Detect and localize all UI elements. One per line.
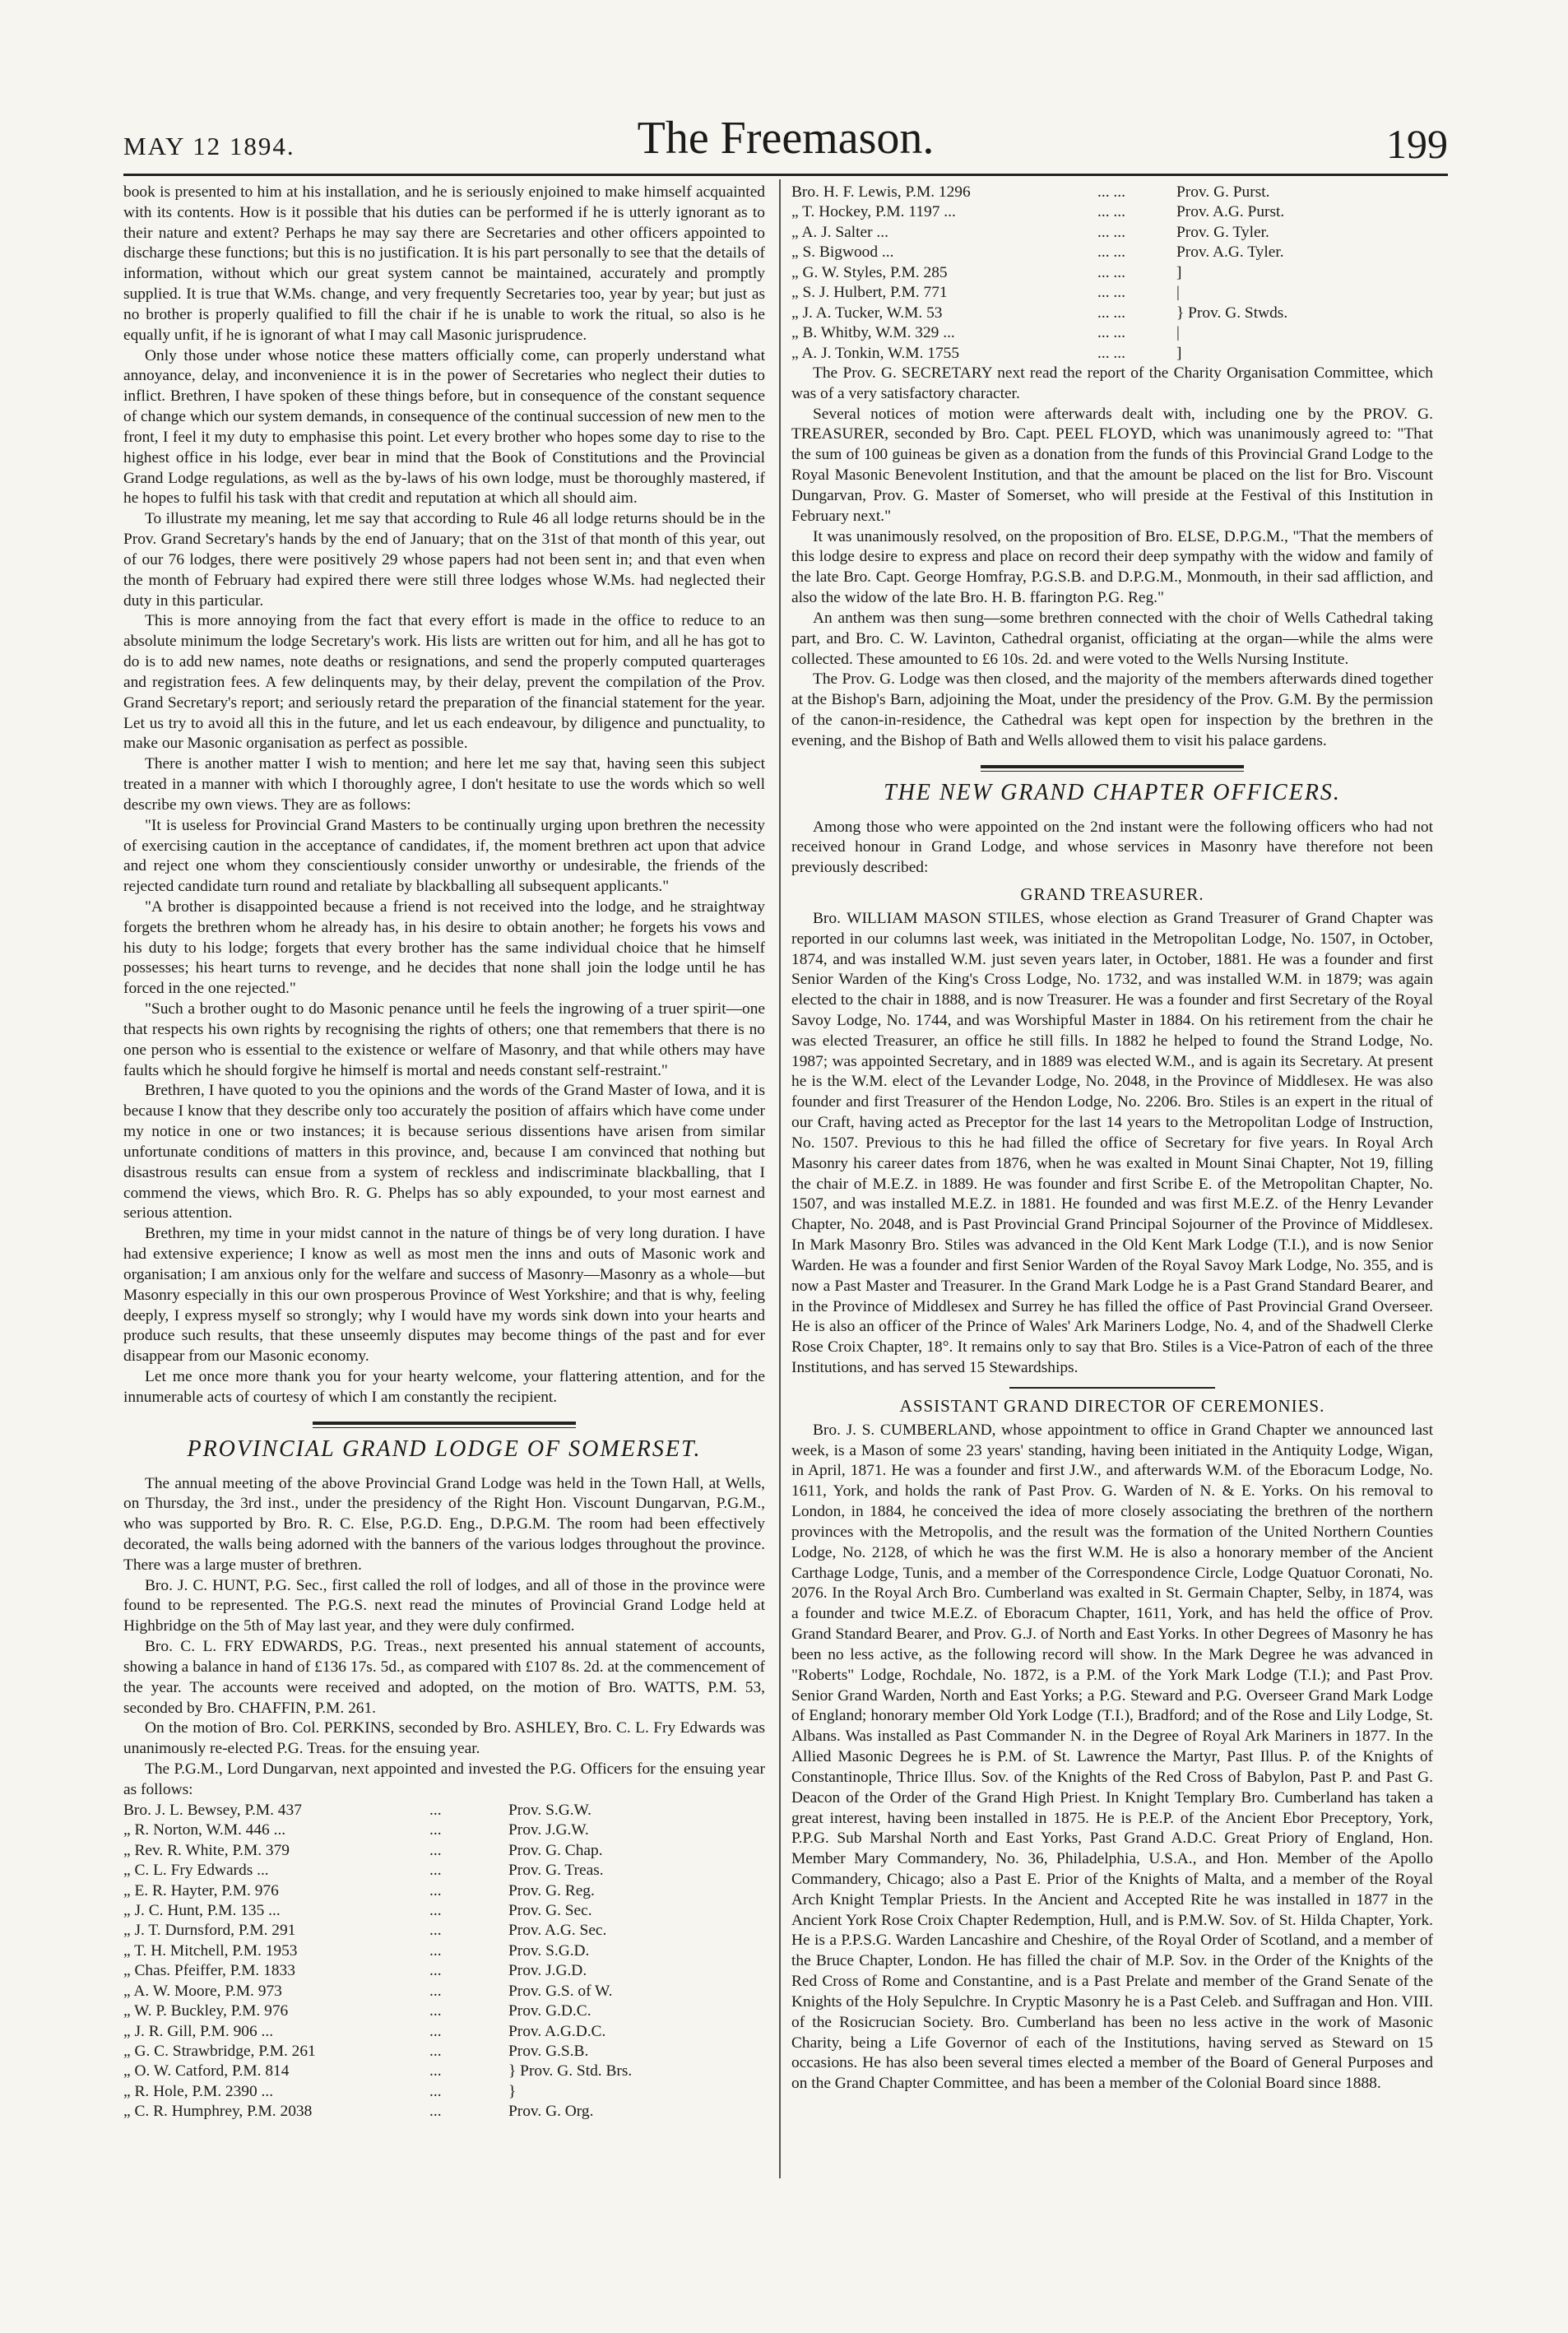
article-paragraph: Among those who were appointed on the 2nd instant were the following officers who had not received honour in Grand Lodge, and whose services in Masonry have therefore not been previously described:	[791, 818, 1433, 877]
article-paragraph: To illustrate my meaning, let me say that according to Rule 46 all lodge returns should be in the Prov. Grand Secretary's hands by the end of January; that on the 31st of that month of this year, out of our 76 lodges, there were positively 29 whose papers had not been sent in; and that even when the month of February had expired there were still three lodges whose W.Ms. had neglected their duty in this particular.	[123, 510, 765, 610]
officer-name: „ J. T. Durnsford, P.M. 291	[123, 1922, 296, 1940]
officer-row	[791, 344, 1423, 364]
section-rule	[981, 765, 1244, 768]
officer-office: Prov. G. Sec.	[508, 1901, 592, 1919]
officer-row	[791, 223, 1423, 243]
officer-name: „ E. R. Hayter, P.M. 976	[123, 1881, 279, 1899]
officer-office: Prov. A.G. Sec.	[508, 1922, 607, 1940]
quote-paragraph: "It is useless for Provincial Grand Masters to be continually urging upon brethren the necessity of exercising caution in the acceptance of candidates, if, the moment brethren act upon that advice and reject one whom they conscientiously consider unworthy or undesirable, the friends of the rejected candidate turn round and retaliate by blackballing all subsequent applicants."	[123, 816, 765, 896]
column-divider	[779, 179, 781, 2178]
officer-name: „ W. P. Buckley, P.M. 976	[123, 2002, 289, 2020]
article-paragraph: The P.G.M., Lord Dungarvan, next appointed and invested the P.G. Officers for the ensuing year as follows:	[123, 1760, 765, 1798]
officer-office: Prov. G. Tyler.	[1176, 223, 1269, 241]
officer-name: „ R. Hole, P.M. 2390 ...	[123, 2082, 274, 2100]
officer-row	[123, 1921, 755, 1941]
leader-dots: ... ...	[1097, 284, 1125, 302]
grand-treasurer-heading: GRAND TREASURER.	[1020, 884, 1204, 904]
leader-dots: ...	[429, 1962, 442, 1980]
officer-row	[123, 2022, 755, 2042]
officer-row	[123, 2042, 755, 2062]
officer-office: Prov. A.G.D.C.	[508, 2022, 606, 2040]
officers-table-left	[123, 1801, 755, 2122]
article-paragraph: The annual meeting of the above Provincial Grand Lodge was held in the Town Hall, at Wells, on Thursday, the 3rd inst., under the presidency of the Right Hon. Viscount Dungarvan, P.G.M., who was supported by Bro. R. C. Else, P.G.D. Eng., D.P.G.M. The room had been effectively decorated, the walls being adorned with the banners of the various lodges throughout the province. There was a large muster of brethren.	[123, 1474, 765, 1574]
article-paragraph: Bro. C. L. FRY EDWARDS, P.G. Treas., next presented his annual statement of accounts, showing a balance in hand of £136 17s. 5d., as compared with £107 8s. 2d. at the commencement of the year. The accounts were received and adopted, on the motion of Bro. WATTS, P.M. 53, seconded by Bro. CHAFFIN, P.M. 261.	[123, 1638, 765, 1717]
officer-name: „ A. W. Moore, P.M. 973	[123, 1982, 282, 2000]
officer-row	[123, 1941, 755, 1961]
article-paragraph: It was unanimously resolved, on the proposition of Bro. ELSE, D.P.G.M., "That the members of this lodge desire to express and place on record their deep sympathy with the widow and family of the late Bro. Capt. George Homfray, P.G.S.B. and D.P.G.M., Monmouth, in their sad affliction, and also the widow of the late Bro. H. B. ffarington P.G. Reg."	[791, 527, 1433, 607]
page-number: 199	[1386, 121, 1448, 167]
article-paragraph: Bro. J. S. CUMBERLAND, whose appointment to office in Grand Chapter we announced last week, is a Mason of some 23 years' standing, having been initiated in the Antiquity Lodge, Wigan, in April, 1871. He was a founder and first J.W., and afterwards W.M. of the Eboracum Lodge, No. 1611, York, and holds the rank of Past Prov. G. Warden of N. & E. Yorks. On his removal to London, in 1884, he conceived the idea of more closely associating the brethren of the northern provinces with the Metropolis, and the result was the formation of the United Northern Counties Lodge, No. 2128, of which he was the first W.M. He is also a honorary member of the Ancient Carthage Lodge, Tunis, and a member of the Correspondence Circle, Lodge Quatuor Coronati, No. 2076. In the Royal Arch Bro. Cumberland was exalted in St. Germain Chapter, Selby, in 1874, was a founder and twice M.E.Z. of Eboracum Chapter, 1611, York, and has held the office of Prov. Grand Standard Bearer, and Prov. G.J. of North and East Yorks. In other Degrees of Masonry he has been no less active, as the following record will show. In the Mark Degree he was advanced in "Roberts" Lodge, Rochdale, No. 1872, is a P.M. of the York Mark Lodge (T.I.); and Past Prov. Senior Grand Warden, North and East Yorks; a P.G. Steward and P.G. Overseer Grand Mark Lodge of England; honorary member Old York Lodge (T.I.), Bradford; and of the Rose and Lily Lodge, St. Albans. Was installed as Past Commander N. in the Degree of Royal Ark Mariners in 1877. In the Allied Masonic Degrees he is P.M. of St. Lawrence the Martyr, Past Illus. P. of the Knights of Constantinople, Thrice Illus. Sov. of the Knights of the Red Cross of Babylon, Past P. and Past G. Deacon of the Order of the Grand High Priest. In Knight Templary Bro. Cumberland has taken a great interest, having been installed in 1875. He is P.E.P. of the Ancient Ebor Preceptory, York, P.P.G. Sub Marshal North and East Yorks, Past Grand A.D.C. Great Priory of England, Hon. Member Mary Commandery, No. 36, Philadelphia, U.S.A., and Hon. Member of the Apollo Commandery, Chicago; also a Past E. Prior of the Knights of Malta, and a member of the Royal Arch Knight Templar Priests. In the Ancient and Accepted Rite he was installed in 1877 in the Ancient York Rose Croix Chapter Redemption, Hull, and is P.M.W. Sov. of St. Hilda Chapter, York. He is a P.P.S.G. Warden Lancashire and Cheshire, of the Royal Order of Scotland, and a member of the Bruce Chapter, London. He has filled the chair of M.P. Sov. in the Order of the Knights of the Red Cross of Rome and Constantine, and is a Past Prelate and member of the Grand Senate of the Knights of the Holy Sepulchre. In Cryptic Masonry he is a Past Celeb. and Suffragan and Hon. VIII. of the Rosicrucian Society. Bro. Cumberland has been no less active in the work of Masonic Charity, being a Life Governor of each of the Institutions, having served as Steward on 15 occasions. He has also been several times elected a member of the Board of General Purposes and on the Grand Chapter Committee, and has been a member of the Colonial Board since 1888.	[791, 1421, 1433, 2093]
officer-name: „ R. Norton, W.M. 446 ...	[123, 1821, 286, 1839]
officer-row	[791, 283, 1423, 303]
article-paragraph: Let me once more thank you for your hearty welcome, your flattering attention, and for the innumerable acts of courtesy of which I am constantly the recipient.	[123, 1368, 765, 1406]
officer-name: „ G. C. Strawbridge, P.M. 261	[123, 2043, 316, 2061]
leader-dots: ... ...	[1097, 244, 1125, 262]
officer-office: Prov. G. Reg.	[508, 1881, 595, 1899]
leader-dots: ...	[429, 1801, 442, 1819]
officer-office: ]	[1176, 344, 1182, 362]
officer-row	[791, 183, 1423, 202]
officer-row	[791, 304, 1423, 323]
article-paragraph: On the motion of Bro. Col. PERKINS, seconded by Bro. ASHLEY, Bro. C. L. Fry Edwards was unanimously re-elected P.G. Treas. for the ensuing year.	[123, 1719, 765, 1758]
officer-office: Prov. J.G.D.	[508, 1962, 587, 1980]
right-column	[791, 183, 1433, 2094]
officer-name: „ A. J. Salter ...	[791, 223, 888, 241]
officer-name: „ J. C. Hunt, P.M. 135 ...	[123, 1901, 281, 1919]
officer-row	[123, 1861, 755, 1881]
leader-dots: ...	[429, 2103, 442, 2121]
officer-name: „ S. J. Hulbert, P.M. 771	[791, 284, 948, 302]
article-paragraph: An anthem was then sung—some brethren connected with the choir of Wells Cathedral taking part, and Bro. C. W. Lavinton, Cathedral organist, officiating at the organ—while the alms were collected. These amounted to £6 10s. 2d. and were voted to the Wells Nursing Institute.	[791, 609, 1433, 668]
leader-dots: ... ...	[1097, 344, 1125, 362]
article-paragraph: Bro. WILLIAM MASON STILES, whose election as Grand Treasurer of Grand Chapter was reported in our columns last week, was initiated in the Metropolitan Lodge, No. 1507, in October, 1874, and was installed W.M. just seven years later, in October, 1881. He was a founder and first Senior Warden of the King's Cross Lodge, No. 1732, and was installed W.M. in 1879; was again elected to the chair in 1888, and is now Treasurer. He was a founder and first Secretary of the Royal Savoy Lodge, No. 1744, and was Worshipful Master in 1884. On his retirement from the chair he was elected Treasurer, an office he still fills. In 1882 he helped to found the Strand Lodge, No. 1987; was appointed Secretary, and in 1889 was elected W.M., and is again its Secretary. At present he is the W.M. elect of the Levander Lodge, No. 2048, in the Province of Middlesex. He was also founder and first Treasurer of the Hendon Lodge, No. 2206. Bro. Stiles is an expert in the ritual of our Craft, having acted as Preceptor for the last 14 years to the Metropolitan Lodge of Instruction, No. 1507. Previous to this he had filled the office of Secretary for five years. In Royal Arch Masonry his career dates from 1876, when he was exalted in Mount Sinai Chapter, Not 19, filling the chair of M.E.Z. in 1889. He was founder and first Scribe E. of the Metropolitan Chapter, No. 1507, and was installed M.E.Z. in 1881. He founded and was first M.E.Z. of the Henry Levander Chapter, No. 2048, and is Past Provincial Grand Principal Sojourner of the Province of Middlesex. In Mark Masonry Bro. Stiles was advanced in the Old Kent Mark Lodge (T.I.), and is now Senior Warden. He was a founder and first Senior Warden of the Royal Savoy Mark Lodge, No. 355, and is now a Past Master and Treasurer. In the Grand Mark Lodge he is a Past Grand Standard Bearer, and in the Province of Middlesex and Surrey he has filled the office of Past Provincial Grand Overseer. He is also an officer of the Prince of Wales' Ark Mariners Lodge, No. 4, and of the Shadwell Clerke Rose Croix Chapter, 18°. It remains only to say that Bro. Stiles is a Vice-Patron of each of the three Institutions, and has served 15 Stewardships.	[791, 909, 1433, 1377]
officer-row	[123, 2001, 755, 2021]
officer-name: „ C. L. Fry Edwards ...	[123, 1862, 269, 1880]
officer-office: Prov. G. Treas.	[508, 1862, 604, 1880]
section-rule	[313, 1422, 576, 1425]
leader-dots: ... ...	[1097, 223, 1125, 241]
officer-name: „ C. R. Humphrey, P.M. 2038	[123, 2103, 313, 2121]
article-paragraph: Several notices of motion were afterwards dealt with, including one by the PROV. G. TREASURER, seconded by Bro. Capt. PEEL FLOYD, which was unanimously agreed to: "That the sum of 100 guineas be given as a donation from the funds of this Provincial Grand Lodge to the Royal Masonic Benevolent Institution, and that the amount be placed on the list for Bro. Viscount Dungarvan, Prov. G. Master of Somerset, who will preside at the Festival of this Institution in February next."	[791, 405, 1433, 525]
officer-name: Bro. J. L. Bewsey, P.M. 437	[123, 1801, 302, 1819]
leader-dots: ...	[429, 1841, 442, 1859]
officer-office: Prov. G. Org.	[508, 2103, 594, 2121]
officer-office: Prov. G. Chap.	[508, 1841, 603, 1859]
leader-dots: ...	[429, 1941, 442, 1960]
officer-row	[791, 202, 1423, 222]
leader-dots: ... ...	[1097, 263, 1125, 281]
leader-dots: ... ...	[1097, 304, 1125, 322]
officer-name: „ J. A. Tucker, W.M. 53	[791, 304, 943, 322]
officer-office: Prov. G.S.B.	[508, 2043, 589, 2061]
leader-dots: ...	[429, 1901, 442, 1919]
article-paragraph: Brethren, my time in your midst cannot in the nature of things be of very long duration. I have had extensive experience; I know as well as most men the inns and outs of Masonic work and organisation; I am anxious only for the welfare and success of Masonry—Masonry as a whole—but Masonry especially in this our own prosperous Province of West Yorkshire; and that is why, feeling deeply, I express myself so strongly; why I would have my words sink down into your hearts and produce such results, that these unseemly disputes may become things of the past and for ever disappear from our Masonic economy.	[123, 1225, 765, 1366]
officer-office: } Prov. G. Std. Brs.	[508, 2062, 633, 2080]
officers-table-right	[791, 183, 1423, 364]
leader-dots: ...	[429, 2002, 442, 2020]
leader-dots: ...	[429, 1881, 442, 1899]
header-rule	[123, 174, 1448, 176]
officer-row	[123, 2102, 755, 2122]
officer-name: „ Rev. R. White, P.M. 379	[123, 1841, 290, 1859]
officer-office: Prov. G.S. of W.	[508, 1982, 613, 2000]
leader-dots: ... ...	[1097, 324, 1125, 342]
leader-dots: ...	[429, 2062, 442, 2080]
leader-dots: ...	[429, 1821, 442, 1839]
quote-paragraph: "Such a brother ought to do Masonic penance until he feels the ingrowing of a truer spirit—one that respects his own rights by recognising the rights of others; one that remembers that there is no one person who is essential to the existence or welfare of Masonry, and that while others may have faults which he should forgive he himself is mortal and needs constant self-restraint."	[123, 1000, 765, 1079]
article-paragraph: book is presented to him at his installation, and he is seriously enjoined to make himself acquainted with its contents. How is it possible that his duties can be performed if he is utterly ignorant as to their nature and extent? Perhaps he may say there are Secretaries and other officers appointed to discharge these functions; but this is no justification. It is his part personally to see that the details of information, without which our great system cannot be maintained, accurately and promptly supplied. It is true that W.Ms. change, and very frequently Secretaries too, year by year; but just as no brother is properly qualified to fill the chair if he is unable to work the ritual, so also is he equally unfit, if he is ignorant of what I may call Masonic jurisprudence.	[123, 183, 765, 344]
officer-row	[791, 243, 1423, 262]
officer-row	[123, 2082, 755, 2102]
officer-name: „ G. W. Styles, P.M. 285	[791, 263, 948, 281]
officer-office: Prov. S.G.W.	[508, 1801, 591, 1819]
section-rule	[981, 771, 1244, 772]
officer-office: Prov. A.G. Purst.	[1176, 203, 1285, 221]
officer-office: |	[1176, 284, 1180, 302]
officer-office: Prov. A.G. Tyler.	[1176, 244, 1284, 262]
officer-office: Prov. G.D.C.	[508, 2002, 591, 2020]
officer-name: „ Chas. Pfeiffer, P.M. 1833	[123, 1962, 295, 1980]
officer-row	[791, 263, 1423, 283]
leader-dots: ...	[429, 2082, 442, 2100]
article-paragraph: The Prov. G. Lodge was then closed, and the majority of the members afterwards dined together at the Bishop's Barn, adjoining the Moat, under the presidency of the Prov. G.M. By the permission of the canon-in-residence, the Cathedral was kept open for inspection by the brethren in the evening, and the Bishop of Bath and Wells allowed them to visit his palace gardens.	[791, 670, 1433, 749]
chapter-officers-heading: THE NEW GRAND CHAPTER OFFICERS.	[884, 779, 1341, 805]
leader-dots: ... ...	[1097, 203, 1125, 221]
officer-name: „ B. Whitby, W.M. 329 ...	[791, 324, 955, 342]
officer-row	[123, 1801, 755, 1820]
masthead	[123, 112, 1448, 178]
officer-row	[123, 1841, 755, 1861]
section-rule	[1009, 1387, 1215, 1389]
officer-office: } Prov. G. Stwds.	[1176, 304, 1288, 322]
officer-office: Prov. S.G.D.	[508, 1941, 590, 1960]
officer-row	[123, 1820, 755, 1840]
officer-row	[123, 1982, 755, 2001]
officer-name: „ S. Bigwood ...	[791, 244, 894, 262]
officer-name: „ A. J. Tonkin, W.M. 1755	[791, 344, 960, 362]
officer-name: „ T. Hockey, P.M. 1197 ...	[791, 203, 956, 221]
leader-dots: ...	[429, 1862, 442, 1880]
leader-dots: ...	[429, 1982, 442, 2000]
article-paragraph: Only those under whose notice these matters officially come, can properly understand what annoyance, delay, and inconvenience it is in the power of Secretaries who neglect their duties to inflict. Brethren, I have spoken of these things before, but in consequence of the constant sequence of change which our system demands, in consequence of the continual succession of new men to the front, I feel it my duty to emphasise this point. Let every brother who hopes some day to rise to the highest office in his lodge, ever bear in mind that the Book of Constitutions and the Provincial Grand Lodge regulations, as well as the by-laws of his own lodge, must be thoroughly mastered, if he hopes to fulfil his task with that credit and reputation at which all should aim.	[123, 346, 765, 508]
officer-row	[123, 1901, 755, 1921]
leader-dots: ...	[429, 2022, 442, 2040]
officer-office: Prov. J.G.W.	[508, 1821, 589, 1839]
officer-row	[123, 2062, 755, 2081]
article-paragraph: There is another matter I wish to mention; and here let me say that, having seen this subject treated in a manner with which I thoroughly agree, I don't hesitate to use the words which so well describe my own views. They are as follows:	[123, 755, 765, 814]
officer-row	[123, 1881, 755, 1901]
somerset-heading: PROVINCIAL GRAND LODGE OF SOMERSET.	[187, 1436, 702, 1462]
issue-date: MAY 12 1894.	[123, 132, 295, 160]
officer-office: |	[1176, 324, 1180, 342]
adc-heading: ASSISTANT GRAND DIRECTOR OF CEREMONIES.	[899, 1395, 1325, 1416]
officer-name: „ J. R. Gill, P.M. 906 ...	[123, 2022, 274, 2040]
leader-dots: ...	[429, 2043, 442, 2061]
article-paragraph: Brethren, I have quoted to you the opinions and the words of the Grand Master of Iowa, and it is because I know that they describe only too accurately the position of affairs which have come under my notice in one or two instances; it is because serious dissentions have arisen from similar unfortunate conditions of matters in this province, and, because I am convinced that nothing but disastrous results can ensue from a system of reckless and indiscriminate blackballing, that I commend the views, which Bro. R. G. Phelps has so ably expounded, to your most earnest and serious attention.	[123, 1082, 765, 1222]
article-paragraph: This is more annoying from the fact that every effort is made in the office to reduce to an absolute minimum the lodge Secretary's work. His lists are written out for him, and all he has got to do is to add new names, note deaths or resignations, and send the properly computed quarterages and registration fees. A few delinquents may, by their delay, prevent the compilation of the Prov. Grand Secretary's report; and seriously retard the preparation of the financial statement for the year. Let us try to avoid all this in the future, and let us each endeavour, by diligence and punctuality, to make our Masonic organisation as perfect as possible.	[123, 612, 765, 753]
article-paragraph: The Prov. G. SECRETARY next read the report of the Charity Organisation Committee, which was of a very satisfactory character.	[791, 364, 1433, 402]
leader-dots: ... ...	[1097, 183, 1125, 201]
article-paragraph: Bro. J. C. HUNT, P.G. Sec., first called the roll of lodges, and all of those in the province were found to be represented. The P.G.S. next read the minutes of Provincial Grand Lodge held at Highbridge on the 5th of May last year, and they were duly confirmed.	[123, 1576, 765, 1635]
officer-office: ]	[1176, 263, 1182, 281]
officer-office: }	[508, 2082, 517, 2100]
leader-dots: ...	[429, 1922, 442, 1940]
officer-name: „ O. W. Catford, P.M. 814	[123, 2062, 290, 2080]
left-column	[123, 183, 765, 2122]
officer-row	[791, 323, 1423, 343]
officer-office: Prov. G. Purst.	[1176, 183, 1270, 201]
officer-name: „ T. H. Mitchell, P.M. 1953	[123, 1941, 298, 1960]
officer-row	[123, 1961, 755, 1981]
quote-paragraph: "A brother is disappointed because a friend is not received into the lodge, and he straightway forgets the brethren whom he already has, in his desire to obtain another; he forgets his vows and his duty to his lodge; forgets that every brother has the same individual choice that he himself possesses; his heart turns to revenge, and he decides that none shall join the lodge until he has forced in the one rejected."	[123, 897, 765, 998]
officer-name: Bro. H. F. Lewis, P.M. 1296	[791, 183, 971, 201]
newspaper-title: The Freemason.	[637, 113, 935, 164]
section-rule	[313, 1427, 576, 1428]
